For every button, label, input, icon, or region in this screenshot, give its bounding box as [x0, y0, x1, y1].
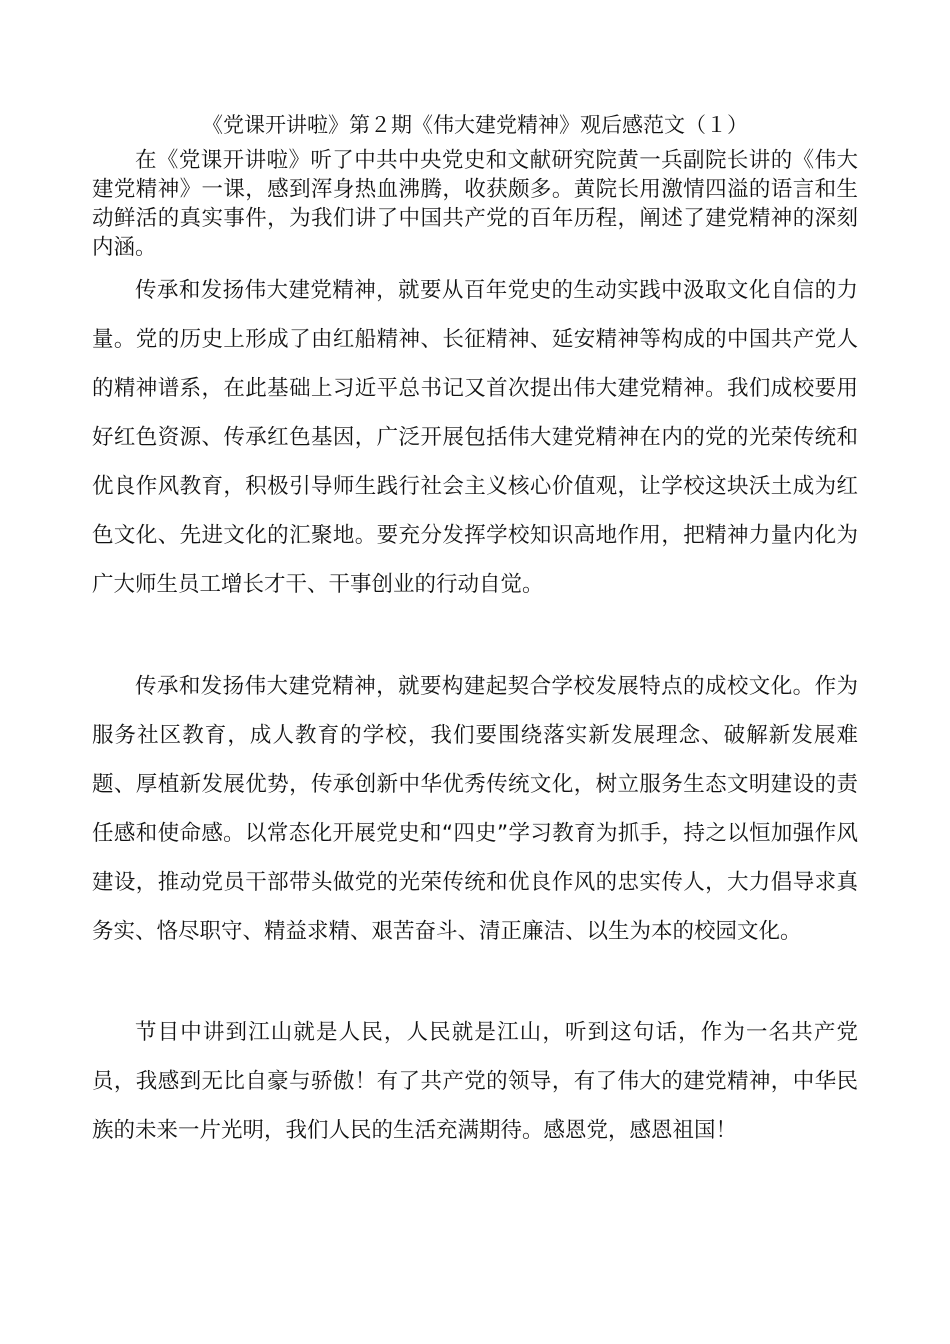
paragraph-school-culture: 传承和发扬伟大建党精神，就要构建起契合学校发展特点的成校文化。作为服务社区教育，成人教育的学校，我们要围绕落实新发展理念、破解新发展难题、厚植新发展优势，传承创新中华优秀传统文化，树立服务生态文明建设的责任感和使命感。以常态化开展党史和“四史”学习教育为抓手，持之以恒加强作风建设，推动党员干部带头做党的光荣传统和优良作风的忠实传人，大力倡导求真务实、恪尽职守、精益求精、艰苦奋斗、清正廉洁、以生为本的校园文化。 [92, 674, 858, 944]
paragraph-conclusion: 节目中讲到江山就是人民，人民就是江山，听到这句话，作为一名共产党员，我感到无比自豪与骄傲！有了共产党的领导，有了伟大的建党精神，中华民族的未来一片光明，我们人民的生活充满期待。感恩党，感恩祖国！ [92, 1020, 858, 1143]
paragraph-intro: 在《党课开讲啦》听了中共中央党史和文献研究院黄一兵副院长讲的《伟大建党精神》一课，感到浑身热血沸腾，收获颇多。黄院长用激情四溢的语言和生动鲜活的真实事件，为我们讲了中国共产党的百年历程，阐述了建党精神的深刻内涵。 [92, 148, 858, 260]
paragraph-cultural-confidence: 传承和发扬伟大建党精神，就要从百年党史的生动实践中汲取文化自信的力量。党的历史上形成了由红船精神、长征精神、延安精神等构成的中国共产党人的精神谱系，在此基础上习近平总书记又首次提出伟大建党精神。我们成校要用好红色资源、传承红色基因，广泛开展包括伟大建党精神在内的党的光荣传统和优良作风教育，积极引导师生践行社会主义核心价值观，让学校这块沃土成为红色文化、先进文化的汇聚地。要充分发挥学校知识高地作用，把精神力量内化为广大师生员工增长才干、干事创业的行动自觉。 [92, 278, 858, 597]
document-title: 《党课开讲啦》第２期《伟大建党精神》观后感范文（１） [202, 113, 748, 137]
